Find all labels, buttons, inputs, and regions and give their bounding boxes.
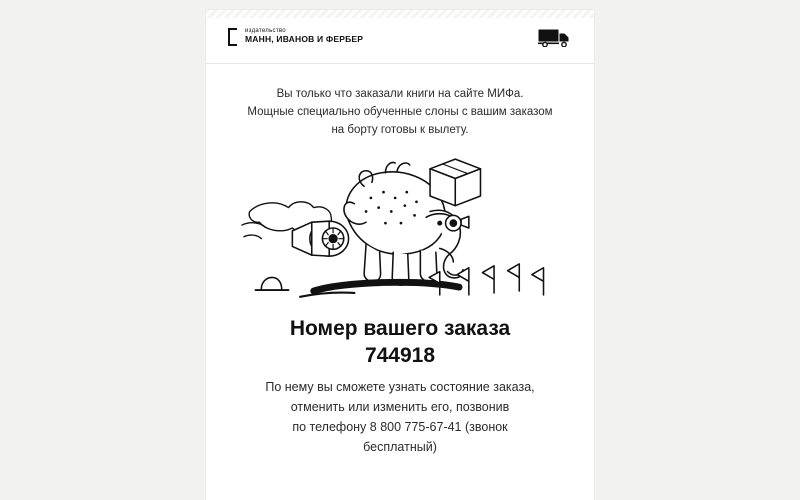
delivery-truck-icon [538,27,572,47]
flying-elephant-with-jet-engine-illustration [240,145,560,310]
intro-line-1: Вы только что заказали книги на сайте МИФа. [276,88,524,100]
order-title: Номер вашего заказа [289,317,511,341]
logo-bracket-icon [228,28,237,46]
brand-name: МАНН, ИВАНОВ И ФЕРБЕР [245,34,364,45]
note-line-1: По нему вы сможете узнать состояние заказа, [265,379,535,394]
order-number: 744918 [364,343,436,367]
intro-line-2: Мощные специально обученные слоны с вашим заказом [247,105,553,118]
brand-text-block [245,28,363,45]
order-note [240,377,560,457]
intro-line-3: на борту готовы к вылету. [331,123,469,136]
brand-kicker: издательство [245,28,286,35]
note-line-4: бесплатный) [363,439,437,454]
intro-text [240,86,560,139]
note-line-2: отменить или изменить его, позвонив [290,399,510,414]
note-line-3: по телефону 8 800 775-67-41 (звонок [292,419,508,434]
receipt-card [206,10,594,500]
publisher-logo [228,28,363,46]
receipt-header [206,10,594,64]
receipt-body [206,64,594,457]
